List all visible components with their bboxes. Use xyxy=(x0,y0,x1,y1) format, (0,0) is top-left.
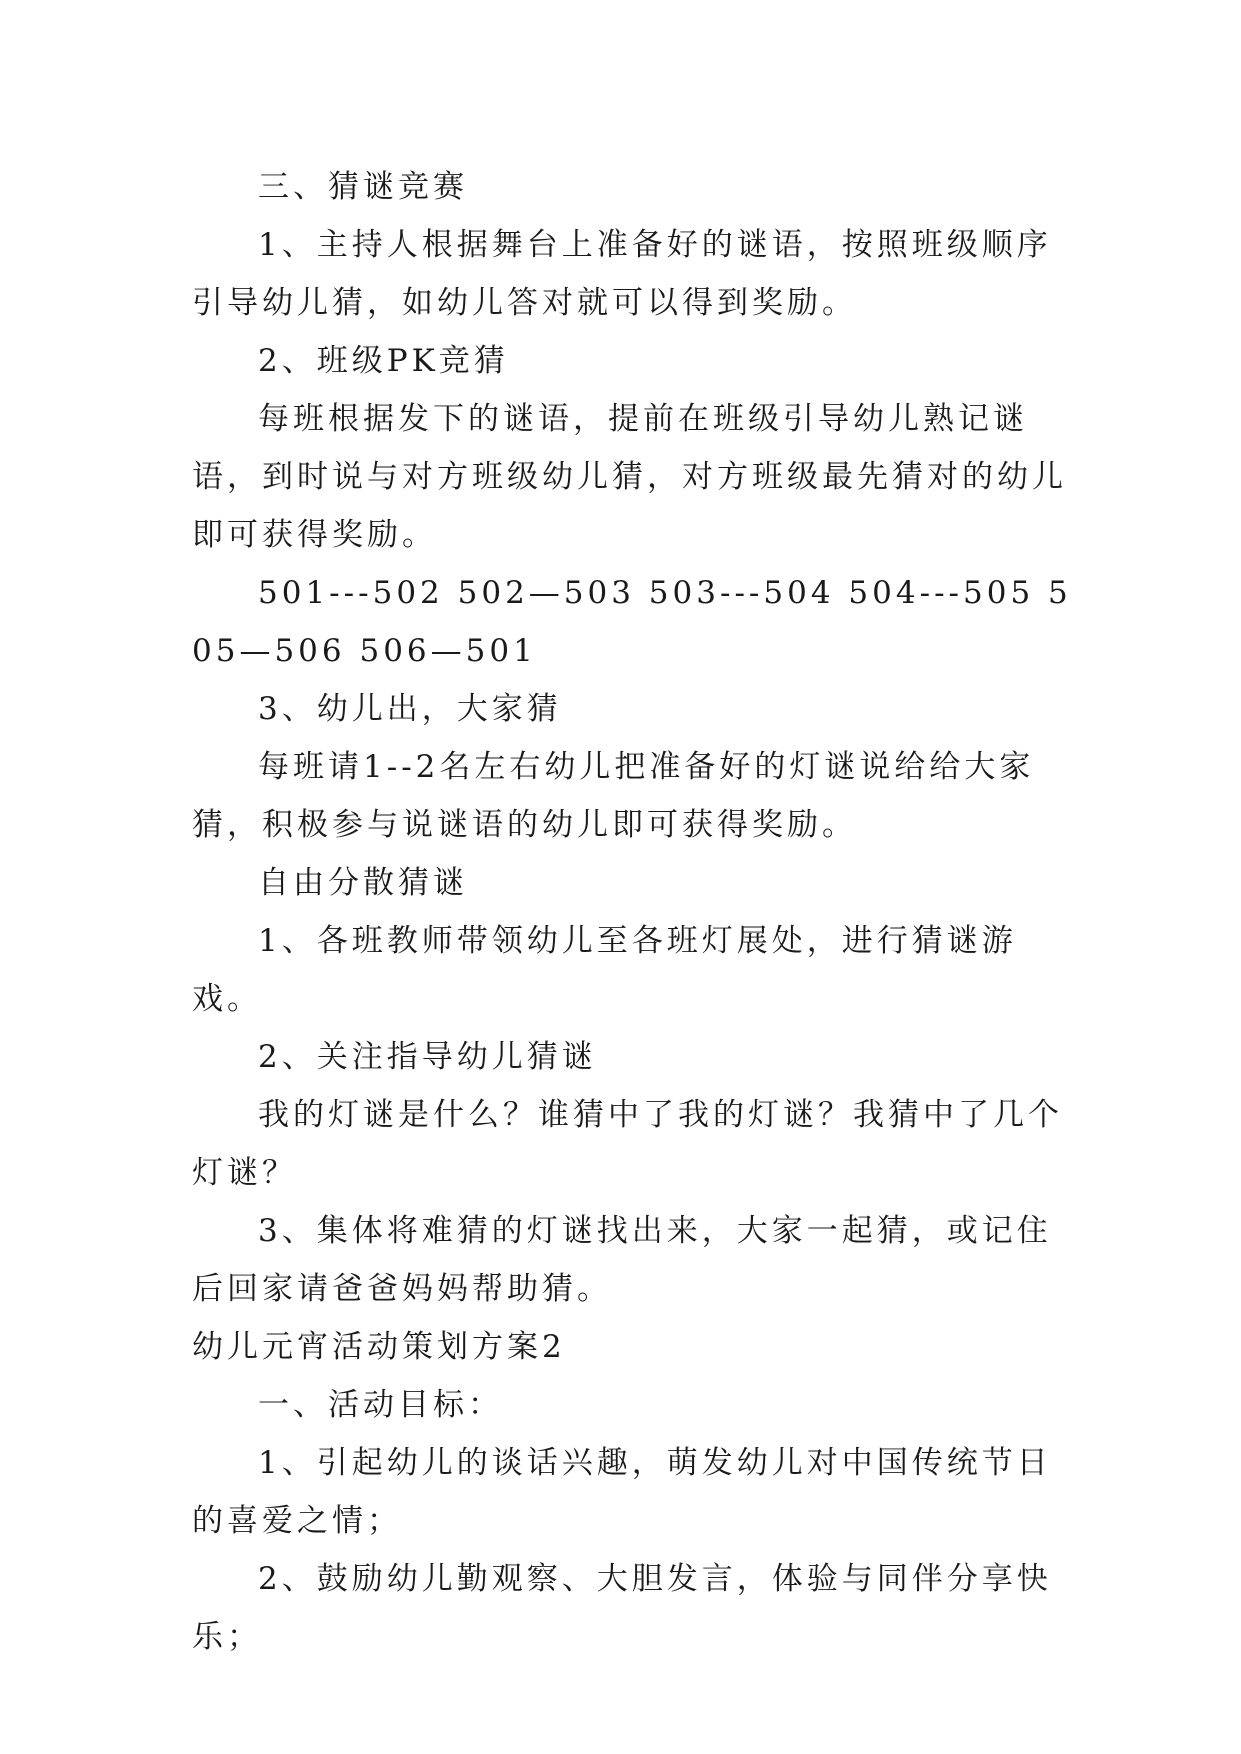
paragraph: 每班根据发下的谜语，提前在班级引导幼儿熟记谜语，到时说与对方班级幼儿猜，对方班级最先猜对的幼儿即可获得奖励。 xyxy=(192,401,1067,553)
document-title: 幼儿元宵活动策划方案2 xyxy=(192,1329,566,1365)
section-heading: 三、猜谜竞赛 xyxy=(258,169,468,205)
document-body xyxy=(192,158,1072,1666)
subheading: 2、班级PK竞猜 xyxy=(258,343,509,379)
subheading: 2、关注指导幼儿猜谜 xyxy=(258,1039,597,1075)
subheading: 3、幼儿出，大家猜 xyxy=(258,691,562,727)
paragraph: 3、集体将难猜的灯谜找出来，大家一起猜，或记住后回家请爸爸妈妈帮助猜。 xyxy=(192,1213,1052,1307)
paragraph: 1、各班教师带领幼儿至各班灯展处，进行猜谜游戏。 xyxy=(192,923,1017,1017)
paragraph: 1、引起幼儿的谈话兴趣，萌发幼儿对中国传统节日的喜爱之情； xyxy=(192,1445,1052,1539)
subheading: 自由分散猜谜 xyxy=(258,865,468,901)
paragraph: 我的灯谜是什么？谁猜中了我的灯谜？我猜中了几个灯谜？ xyxy=(192,1097,1063,1191)
paragraph: 每班请1--2名左右幼儿把准备好的灯谜说给给大家猜，积极参与说谜语的幼儿即可获得奖励。 xyxy=(192,749,1035,843)
paragraph: 2、鼓励幼儿勤观察、大胆发言，体验与同伴分享快乐； xyxy=(192,1561,1052,1655)
section-heading: 一、活动目标： xyxy=(258,1387,503,1423)
matchup-list: 501---502 502—503 503---504 504---505 505—506 506—501 xyxy=(192,575,1072,669)
paragraph: 1、主持人根据舞台上准备好的谜语，按照班级顺序引导幼儿猜，如幼儿答对就可以得到奖励。 xyxy=(192,227,1052,321)
